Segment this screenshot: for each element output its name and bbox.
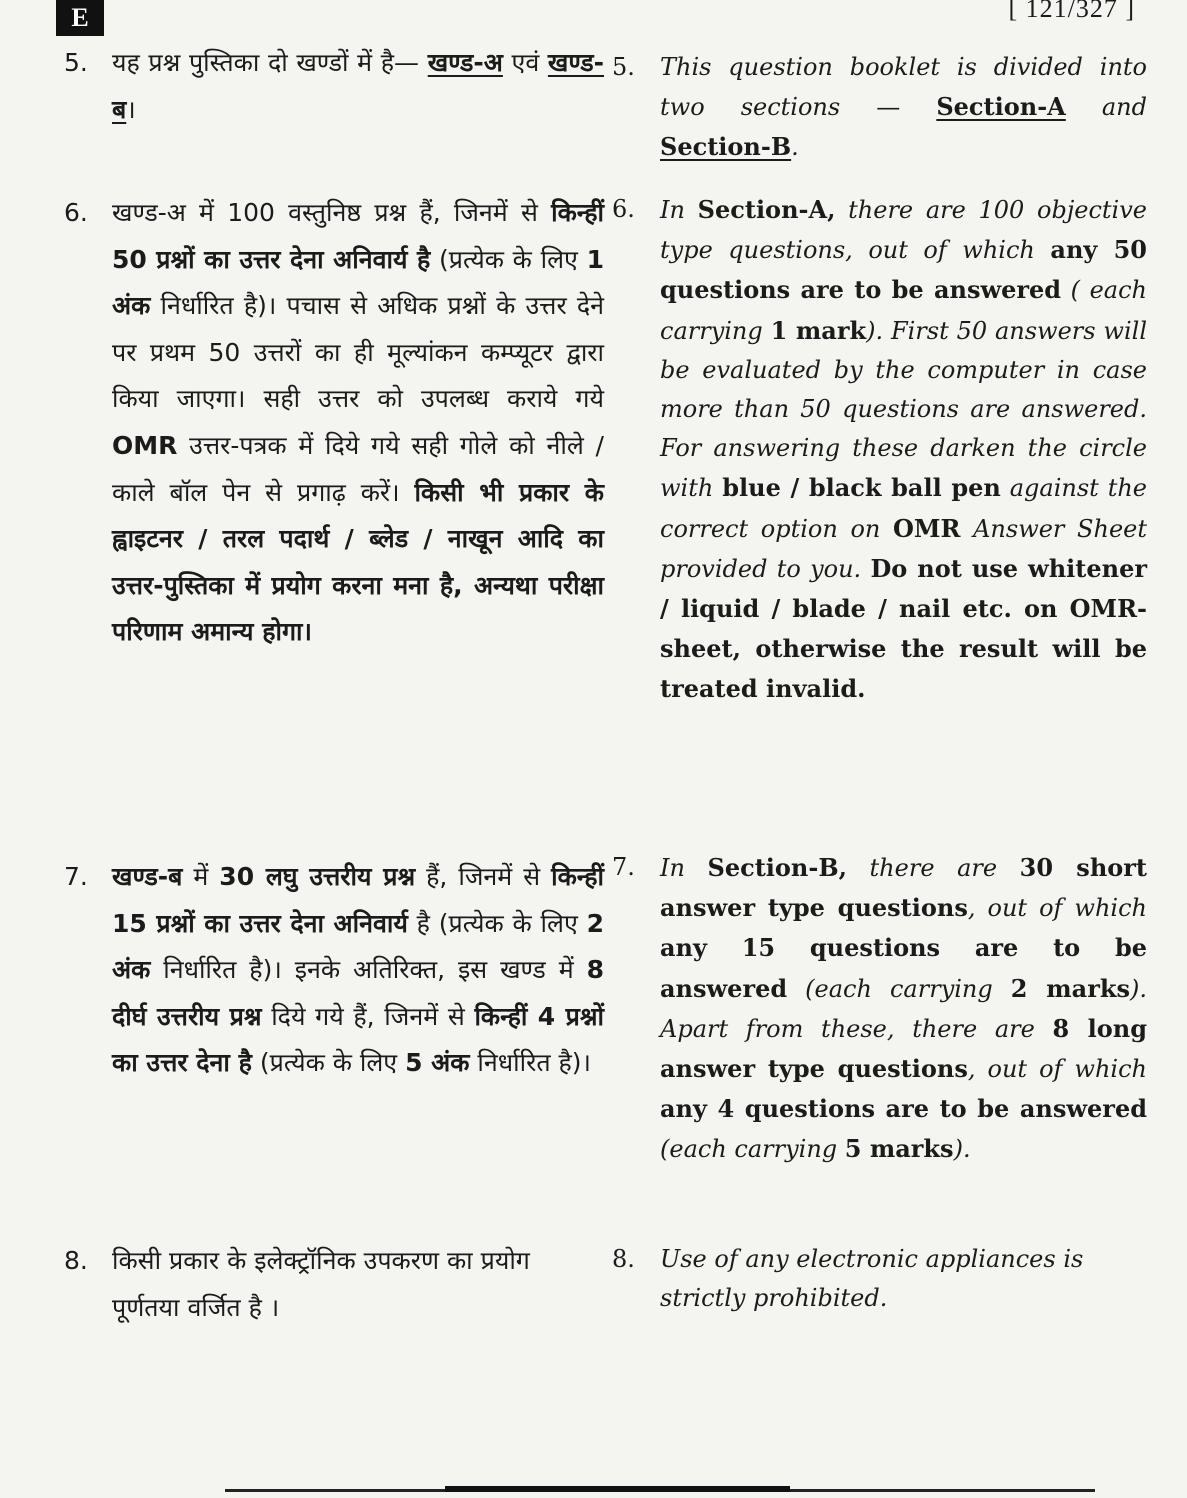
text-segment: निर्धारित है)। इनके अतिरिक्त, इस खण्ड में	[150, 955, 587, 985]
text-segment: there are	[846, 854, 1020, 882]
text-segment: This question booklet is divided into two sections —	[660, 53, 1147, 122]
instruction-number: 5.	[612, 53, 635, 81]
emphasis-text: 8 long answer type questions	[660, 1013, 1147, 1084]
emphasis-text: any 50 questions are to be answered	[660, 235, 1147, 305]
emphasis-text: 30 short answer type questions	[660, 853, 1148, 923]
emphasis-text: 5 अंक	[405, 1048, 470, 1078]
instruction-text: Use of any electronic appliances is strictly prohibited.	[660, 1245, 1084, 1313]
section-a-label: Section-A	[936, 92, 1066, 122]
text-segment: ). Apart from these, there are	[660, 974, 1147, 1043]
text-segment: खण्ड-अ में 100 वस्तुनिष्ठ प्रश्न हैं, जिनमें से	[112, 198, 552, 227]
hindi-instruction-5	[64, 40, 604, 133]
emphasis-text: किन्हीं 50 प्रश्नों का उत्तर देना अनिवार्य है	[112, 198, 604, 274]
text-segment: (प्रत्येक के लिए	[251, 1048, 406, 1078]
english-instruction-5	[612, 48, 1147, 168]
english-instruction-6	[612, 190, 1147, 710]
text-segment: यह प्रश्न पुस्तिका दो खण्डों में है—	[112, 48, 428, 77]
instruction-number: 6.	[64, 198, 88, 227]
text-segment: ।	[126, 94, 136, 124]
instruction-number: 8.	[64, 1246, 88, 1275]
section-a-label: खण्ड-अ	[427, 48, 503, 77]
emphasis-text: 2 अंक	[112, 908, 604, 985]
bottom-rule-thick	[445, 1486, 790, 1492]
emphasis-text: 2 marks	[1010, 973, 1130, 1003]
emphasis-text: 1 अंक	[112, 244, 604, 321]
emphasis-text: OMR	[112, 430, 178, 460]
text-segment: (each carrying	[787, 974, 1011, 1003]
text-segment: दिये गये हैं, जिनमें से	[261, 1001, 475, 1031]
text-segment: and	[1065, 93, 1147, 122]
text-segment: ( each carrying	[660, 276, 1147, 345]
page-code: [ 121/327 ]	[1008, 0, 1135, 23]
section-b-label: Section-B	[660, 132, 792, 162]
english-instruction-8	[612, 1240, 1147, 1318]
text-segment: , out of which	[967, 1055, 1147, 1084]
emphasis-text: 30 लघु उत्तरीय प्रश्न	[219, 862, 416, 891]
emphasis-text: किसी भी प्रकार के ह्वाइटनर / तरल पदार्थ / ब्लेड / नाखून आदि का उत्तर-पुस्तिका में प्रयोग करना मना है, अन्यथा परीक्षा परिणाम अमान्य होगा।	[112, 477, 604, 647]
emphasis-text: 5 marks	[844, 1134, 954, 1164]
emphasis-text: किन्हीं 4 प्रश्नों का उत्तर देना है	[112, 1001, 604, 1078]
instruction-number: 8.	[612, 1245, 635, 1273]
emphasis-text: Section-A,	[697, 195, 836, 224]
emphasis-text: blue / black ball pen	[722, 473, 1001, 503]
text-segment: (प्रत्येक के लिए	[430, 244, 587, 274]
emphasis-text: any 4 questions are to be answered	[660, 1094, 1147, 1124]
instruction-text	[112, 40, 604, 133]
instruction-number: 5.	[64, 48, 88, 77]
text-segment: उत्तर-पत्रक में दिये गये सही गोले को नीले / काले बॉल पेन से प्रगाढ़ करें।	[112, 430, 604, 507]
instruction-number: 6.	[612, 195, 635, 223]
emphasis-text: किन्हीं 15 प्रश्नों का उत्तर देना अनिवार्य	[112, 862, 604, 938]
text-segment: .	[791, 133, 799, 162]
emphasis-text: any 15 questions are to be answered	[660, 933, 1147, 1003]
text-segment: एवं	[502, 48, 548, 77]
text-segment: में	[182, 862, 220, 891]
text-segment: निर्धारित है)।	[469, 1048, 592, 1078]
english-instruction-7	[612, 848, 1147, 1170]
instruction-text	[112, 854, 604, 1087]
hindi-instruction-7	[64, 854, 604, 1087]
instruction-text	[660, 190, 1147, 710]
instruction-text	[660, 48, 1147, 168]
instruction-text	[660, 848, 1147, 1170]
text-segment: Answer Sheet provided to you.	[660, 514, 1147, 583]
hindi-instruction-8	[64, 1238, 604, 1331]
text-segment: हैं, जिनमें से	[415, 862, 552, 891]
instruction-number: 7.	[64, 862, 88, 891]
emphasis-text: खण्ड-ब	[112, 862, 183, 891]
section-b-label: खण्ड-ब	[112, 48, 604, 124]
text-segment: ). First 50 answers will be evaluated by the computer in case more than 50 questions are answered. For answering these darken the circle with	[660, 316, 1147, 503]
text-segment: , out of which	[967, 894, 1147, 923]
text-segment: In	[660, 854, 708, 882]
text-segment: (each carrying	[660, 1135, 845, 1164]
emphasis-text: 8 दीर्घ उत्तरीय प्रश्न	[112, 955, 604, 1031]
text-segment: In	[660, 196, 698, 224]
text-segment: there are 100 objective type questions, out of which	[660, 196, 1147, 265]
text-segment: निर्धारित है)। पचास से अधिक प्रश्नों के उत्तर देने पर प्रथम 50 उत्तरों का ही मूल्यांकन कम्प्यूटर द्वारा किया जाएगा। सही उत्तर को उपलब्ध कराये गये	[112, 291, 604, 414]
emphasis-text: 1 mark	[770, 315, 867, 345]
instruction-text	[112, 190, 604, 656]
instruction-number: 7.	[612, 853, 635, 881]
set-code-badge	[56, 0, 104, 36]
instruction-text: किसी प्रकार के इलेक्ट्रॉनिक उपकरण का प्रयोग पूर्णतया वर्जित है ।	[112, 1246, 530, 1322]
hindi-instruction-6	[64, 190, 604, 656]
emphasis-text: Do not use whitener / liquid / blade / nail etc. on OMR-sheet, otherwise the result will be treated invalid.	[660, 553, 1147, 704]
set-code-label: E	[71, 3, 89, 32]
emphasis-text: OMR	[893, 513, 961, 543]
text-segment: ).	[953, 1135, 971, 1164]
text-segment: against the correct option on	[660, 474, 1148, 543]
text-segment: है (प्रत्येक के लिए	[407, 908, 587, 938]
emphasis-text: Section-B,	[707, 853, 847, 882]
